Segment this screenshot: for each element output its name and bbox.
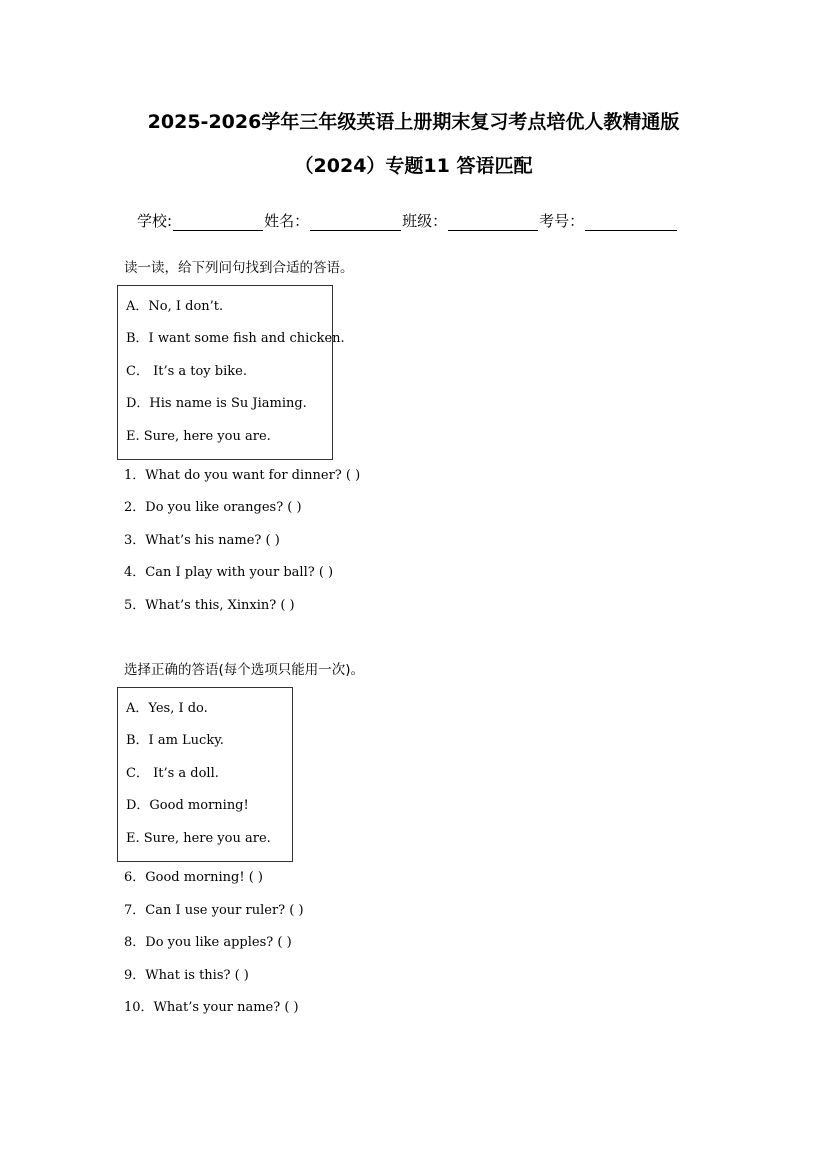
question-2: 2．Do you like oranges? ( ): [124, 500, 302, 515]
section-1-options-box: [117, 285, 345, 460]
name-label: 姓名：: [264, 212, 310, 230]
option-e: E. Sure, here you are.: [126, 831, 271, 846]
class-blank[interactable]: [448, 212, 538, 231]
section-2-options-box: [117, 687, 293, 862]
name-blank[interactable]: [310, 212, 401, 231]
exam-number-label: 考号：: [539, 212, 585, 230]
student-info-row: [137, 209, 678, 231]
question-4: 4．Can I play with your ball? ( ): [124, 565, 334, 580]
page-title-line-2: （2024）专题11 答语匹配: [294, 155, 533, 177]
option-e: E. Sure, here you are.: [126, 429, 271, 444]
section-2-instruction: 选择正确的答语(每个选项只能用一次)。: [124, 662, 365, 678]
question-1: 1．What do you want for dinner? ( ): [124, 468, 361, 483]
question-3: 3．What’s his name? ( ): [124, 533, 280, 548]
page-title-line-1: 2025-2026学年三年级英语上册期末复习考点培优人教精通版: [147, 111, 680, 133]
exam-number-blank[interactable]: [585, 212, 677, 231]
option-d: D．Good morning!: [126, 798, 249, 813]
question-7: 7．Can I use your ruler? ( ): [124, 903, 304, 918]
question-8: 8．Do you like apples? ( ): [124, 935, 292, 950]
option-a: A．Yes, I do.: [126, 701, 208, 716]
school-label: 学校:: [137, 212, 173, 230]
question-5: 5．What’s this, Xinxin? ( ): [124, 598, 295, 613]
option-b: B．I want some fish and chicken.: [126, 331, 345, 346]
question-10: 10．What’s your name? ( ): [124, 1000, 299, 1015]
option-c: C． It’s a toy bike.: [126, 364, 247, 379]
option-d: D．His name is Su Jiaming.: [126, 396, 307, 411]
section-1-instruction: 读一读，给下列问句找到合适的答语。: [124, 260, 354, 276]
option-c: C． It’s a doll.: [126, 766, 219, 781]
option-a: A．No, I don’t.: [126, 299, 224, 314]
option-b: B．I am Lucky.: [126, 733, 224, 748]
school-blank[interactable]: [173, 212, 263, 231]
class-label: 班级：: [402, 212, 448, 230]
question-9: 9．What is this? ( ): [124, 968, 249, 983]
question-6: 6．Good morning! ( ): [124, 870, 263, 885]
